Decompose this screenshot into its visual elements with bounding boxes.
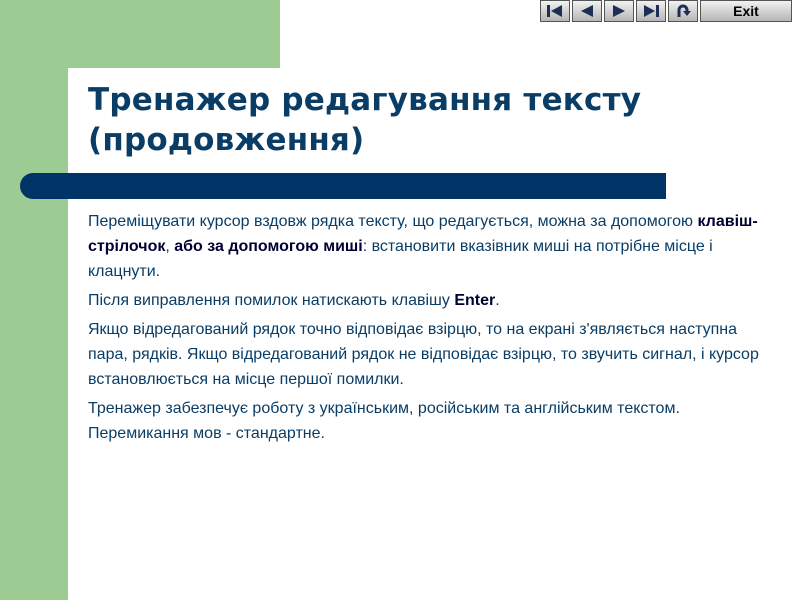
exit-button[interactable] — [700, 0, 792, 22]
skip-to-first-icon — [545, 3, 565, 19]
paragraph-enter-key: Після виправлення помилок натискають клавішу Enter. — [88, 292, 500, 309]
paragraph-validation: Якщо відредагований рядок точно відповідає взірцю, то на екрані з'являється наступна пара, рядків. Якщо відредагований рядок не відповідає взірцю, то звучить сигнал, і курсор встановлюється на місце першої помилки. — [88, 321, 759, 388]
skip-to-last-icon — [641, 3, 661, 19]
title-divider-bar — [20, 173, 666, 199]
slide-title-line-2: (продовження) — [88, 122, 365, 158]
green-top-band — [0, 0, 280, 68]
highlight-arrow-keys: клавіш-стрілочок — [88, 213, 758, 255]
return-icon — [673, 3, 693, 19]
navigation-bar — [540, 0, 792, 24]
previous-icon — [577, 3, 597, 19]
return-button[interactable] — [668, 0, 698, 22]
slide-title-line-1: Тренажер редагування тексту — [88, 82, 642, 118]
first-slide-button[interactable] — [540, 0, 570, 22]
next-slide-button[interactable] — [604, 0, 634, 22]
highlight-mouse: або за допомогою миші — [174, 238, 363, 255]
highlight-enter-key: Enter — [454, 292, 496, 309]
slide-title — [88, 80, 728, 160]
previous-slide-button[interactable] — [572, 0, 602, 22]
paragraph-languages: Тренажер забезпечує роботу з українським, російським та англійським текстом. Перемикання мов - стандартне. — [88, 400, 680, 442]
slide-body — [88, 209, 764, 450]
exit-button-label: Exit — [733, 3, 759, 19]
last-slide-button[interactable] — [636, 0, 666, 22]
next-icon — [609, 3, 629, 19]
paragraph-cursor-movement: Переміщувати курсор вздовж рядка тексту, що редагується, можна за допомогою клавіш-стрілочок, або за допомогою миші: встановити вказівник миші на потрібне місце і клацнути. — [88, 213, 758, 280]
green-side-band — [0, 0, 68, 600]
